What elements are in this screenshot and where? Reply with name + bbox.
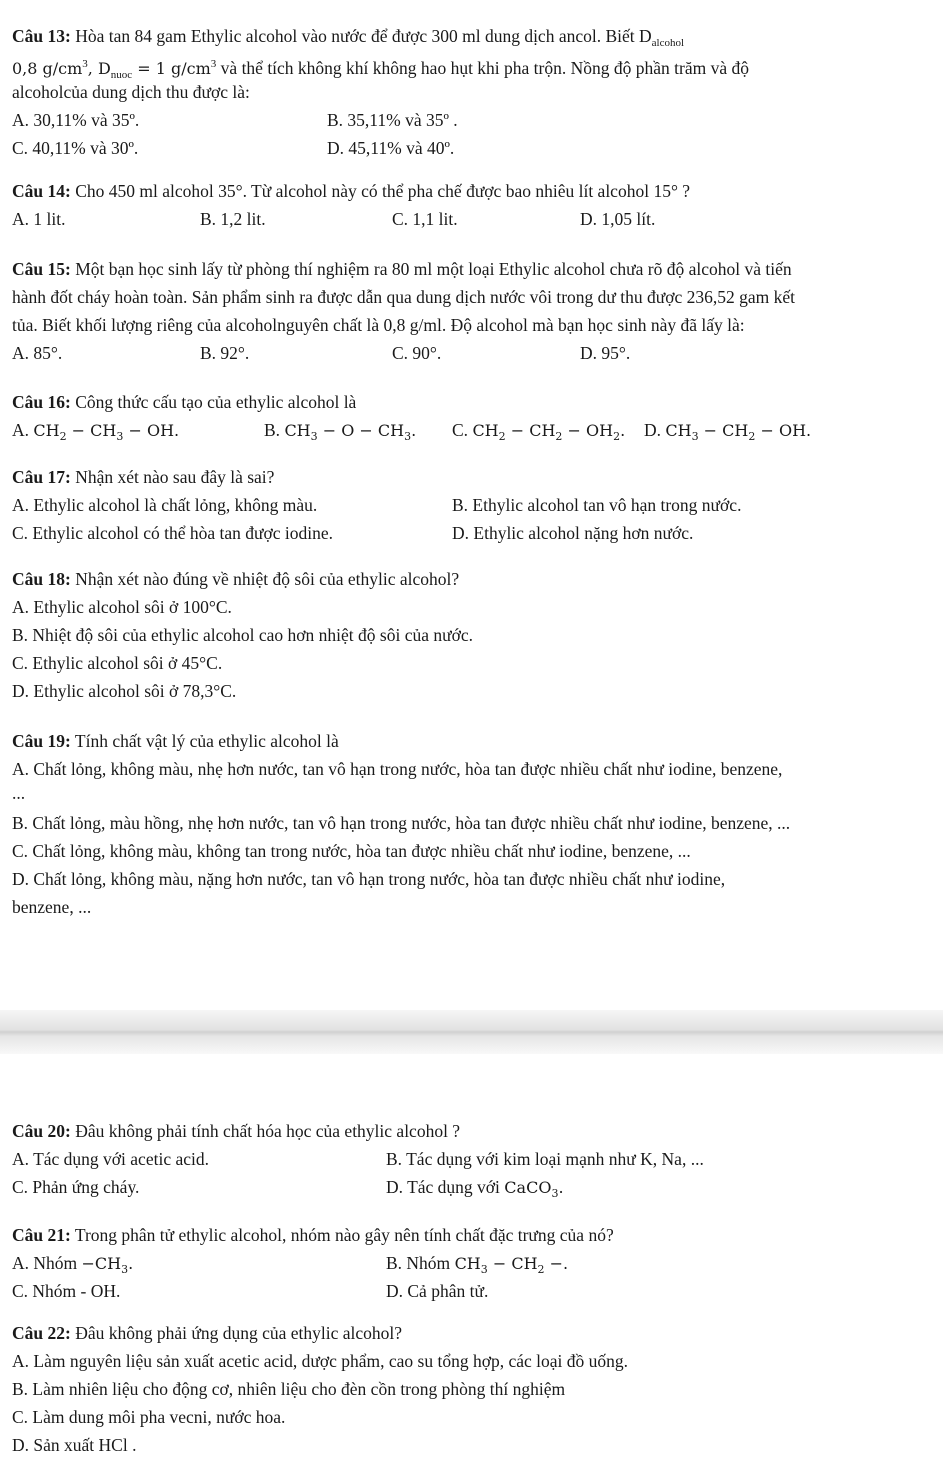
option-b[interactable]: B. 92°. [200,343,250,363]
question-19-label: Câu 19: [12,731,71,751]
option-a[interactable]: A. 30,11% và 35º. [12,110,140,130]
option-b[interactable]: B. Ethylic alcohol tan vô hạn trong nước. [452,495,742,515]
question-14-label: Câu 14: [12,181,71,201]
option-b[interactable]: B. Tác dụng với kim loại mạnh như K, Na, ... [386,1149,704,1169]
question-19-stem: Câu 19: Tính chất vật lý của ethylic alcohol là [12,731,339,751]
question-15-line-2: hành đốt cháy hoàn toàn. Sản phẩm sinh ra được dẫn qua dung dịch nước vôi trong dư thu được 236,52 gam kết [12,287,796,307]
option-a[interactable]: A. $CH_2 - CH_3$ − OH. [12,420,180,443]
option-c[interactable]: C. Ethylic alcohol có thể hòa tan được iodine. [12,523,334,543]
question-22-label: Câu 22: [12,1323,71,1343]
question-19 [12,727,943,921]
question-15 [12,255,943,367]
option-c[interactable]: C. Nhóm - OH. [12,1281,121,1301]
option-b[interactable]: B. 35,11% và 35º . [327,110,458,130]
question-20 [12,1117,943,1201]
option-c[interactable]: C. 1,1 lit. [392,209,458,229]
question-21-options-row-2 [12,1277,943,1305]
question-17 [12,463,943,547]
question-20-options-row-2 [12,1173,943,1201]
question-21-stem: Câu 21: Trong phân tử ethylic alcohol, nhóm nào gây nên tính chất đặc trưng của nó? [12,1225,614,1245]
question-20-options-row-1 [12,1145,943,1173]
question-16 [12,388,943,444]
question-13-line-2: 0,8 $g/cm^3$, $D_{nuoc} = 1$ $g/cm^3$ và thể tích không khí không hao hụt khi pha trộn. Nồng độ phần trăm và độ [12,58,749,78]
question-17-stem: Câu 17: Nhận xét nào sau đây là sai? [12,467,275,487]
option-c[interactable]: C. Làm dung môi pha vecni, nước hoa. [12,1407,286,1427]
question-15-line-1: Câu 15: Một bạn học sinh lấy từ phòng thí nghiệm ra 80 ml một loại Ethylic alcohol chưa rõ độ alcohol và tiến [12,259,792,279]
option-a[interactable]: A. Ethylic alcohol là chất lỏng, không màu. [12,495,318,515]
question-18-label: Câu 18: [12,569,71,589]
option-a[interactable]: A. Tác dụng với acetic acid. [12,1149,209,1169]
option-a[interactable]: A. 1 lit. [12,209,66,229]
option-c[interactable]: C. Chất lỏng, không màu, không tan trong nước, hòa tan được nhiều chất như iodine, benzene, ... [12,841,691,861]
question-15-label: Câu 15: [12,259,71,279]
option-d[interactable]: D. $CH_3 - CH_2$ − OH. [644,420,812,443]
question-13-options-row-2 [12,134,943,162]
option-c[interactable]: C. Phản ứng cháy. [12,1177,140,1197]
question-13-options-row-1 [12,106,943,134]
question-17-label: Câu 17: [12,467,71,487]
question-16-label: Câu 16: [12,392,71,412]
option-d[interactable]: D. Sản xuất HCl . [12,1435,137,1455]
question-13-label: Câu 13: [12,26,71,46]
question-21-label: Câu 21: [12,1225,71,1245]
option-d[interactable]: D. 95°. [580,343,631,363]
question-14 [12,177,943,233]
option-a[interactable]: A. Chất lỏng, không màu, nhẹ hơn nước, tan vô hạn trong nước, hòa tan được nhiều chất như iodine, benzene, ... [12,759,783,803]
question-22 [12,1319,943,1459]
option-c[interactable]: C. Ethylic alcohol sôi ở 45°C. [12,653,223,673]
option-d[interactable]: D. Ethylic alcohol sôi ở 78,3°C. [12,681,237,701]
option-b[interactable]: B. 1,2 lit. [200,209,266,229]
question-13-line-3: alcoholcủa dung dịch thu được là: [12,82,250,102]
option-b[interactable]: B. $CH_3 - O - CH_3$. [264,420,417,443]
question-15-line-3: tủa. Biết khối lượng riêng của alcoholnguyên chất là 0,8 g/ml. Độ alcohol mà bạn học sinh này đã lấy là: [12,315,745,335]
question-16-options [12,416,943,444]
question-14-options [12,205,943,233]
question-22-stem: Câu 22: Đâu không phải ứng dụng của ethylic alcohol? [12,1323,403,1343]
option-c[interactable]: C. 90°. [392,343,442,363]
option-c[interactable]: C. $CH_2 - CH_2 - OH_2$. [452,420,626,443]
question-17-options-row-2 [12,519,943,547]
option-d[interactable]: D. Chất lỏng, không màu, nặng hơn nước, tan vô hạn trong nước, hòa tan được nhiều chất như iodine, benzene, ... [12,869,726,917]
option-b[interactable]: B. Nhóm $CH_3 - CH_2$ −. [386,1253,569,1276]
question-15-options [12,339,943,367]
question-13 [12,22,943,162]
option-c[interactable]: C. 40,11% và 30º. [12,138,139,158]
question-21-options-row-1 [12,1249,943,1277]
question-18 [12,565,943,705]
option-d[interactable]: D. 1,05 lít. [580,209,656,229]
option-a[interactable]: A. Nhóm $-CH_3$. [12,1253,134,1276]
option-d[interactable]: D. Tác dụng với CaCO$_3$. [386,1177,564,1200]
page-break-divider [0,1010,943,1054]
question-21 [12,1221,943,1305]
question-18-stem: Câu 18: Nhận xét nào đúng về nhiệt độ sôi của ethylic alcohol? [12,569,460,589]
option-a[interactable]: A. Làm nguyên liệu sản xuất acetic acid, dược phẩm, cao su tổng hợp, các loại đồ uống. [12,1351,629,1371]
question-17-options-row-1 [12,491,943,519]
question-20-stem: Câu 20: Đâu không phải tính chất hóa học của ethylic alcohol ? [12,1121,461,1141]
option-b[interactable]: B. Nhiệt độ sôi của ethylic alcohol cao hơn nhiệt độ sôi của nước. [12,625,474,645]
option-d[interactable]: D. 45,11% và 40º. [327,138,455,158]
option-a[interactable]: A. Ethylic alcohol sôi ở 100°C. [12,597,232,617]
question-14-stem: Câu 14: Cho 450 ml alcohol 35°. Từ alcohol này có thể pha chế được bao nhiêu lít alcohol 15° ? [12,181,691,201]
option-d[interactable]: D. Ethylic alcohol nặng hơn nước. [452,523,694,543]
option-a[interactable]: A. 85°. [12,343,63,363]
question-13-line-1: Câu 13: Hòa tan 84 gam Ethylic alcohol vào nước để được 300 ml dung dịch ancol. Biết $D_{alcohol}$ [12,26,685,49]
question-20-label: Câu 20: [12,1121,71,1141]
option-b[interactable]: B. Chất lỏng, màu hồng, nhẹ hơn nước, tan vô hạn trong nước, hòa tan được nhiều chất như iodine, benzene, ... [12,813,791,833]
question-16-stem: Câu 16: Công thức cấu tạo của ethylic alcohol là [12,392,357,412]
option-b[interactable]: B. Làm nhiên liệu cho động cơ, nhiên liệu cho đèn cồn trong phòng thí nghiệm [12,1379,566,1399]
option-d[interactable]: D. Cả phân tử. [386,1281,489,1301]
